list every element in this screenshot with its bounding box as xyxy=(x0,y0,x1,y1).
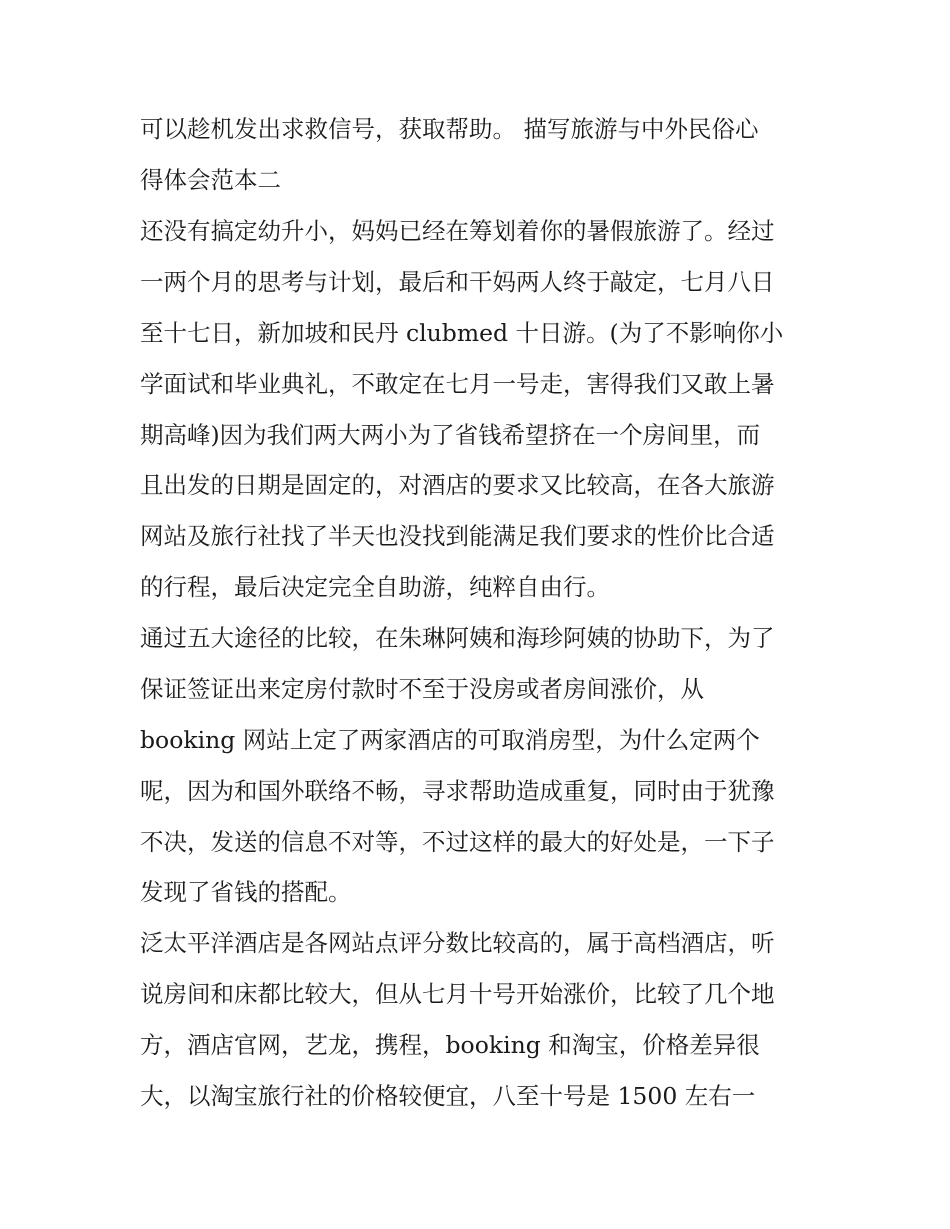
text-line: 得体会范本二 xyxy=(140,166,281,194)
text-line: 方，酒店官网，艺龙，携程，booking 和淘宝，价格差异很 xyxy=(140,1031,760,1059)
text-line: 的行程，最后决定完全自助游，纯粹自由行。 xyxy=(140,573,610,601)
text-line: 通过五大途径的比较，在朱琳阿姨和海珍阿姨的协助下，为了 xyxy=(140,624,775,652)
text-line: 不决，发送的信息不对等，不过这样的最大的好处是，一下子 xyxy=(140,828,775,856)
text-line: 一两个月的思考与计划，最后和干妈两人终于敲定，七月八日 xyxy=(140,268,775,296)
text-line: 期高峰)因为我们两大两小为了省钱希望挤在一个房间里，而 xyxy=(140,421,761,449)
text-line: 泛太平洋酒店是各网站点评分数比较高的，属于高档酒店，听 xyxy=(140,929,775,957)
text-line: 还没有搞定幼升小，妈妈已经在筹划着你的暑假旅游了。经过 xyxy=(140,217,775,245)
text-line: 保证签证出来定房付款时不至于没房或者房间涨价，从 xyxy=(140,675,704,703)
text-line: 说房间和床都比较大，但从七月十号开始涨价，比较了几个地 xyxy=(140,980,775,1008)
text-line: 可以趁机发出求救信号，获取帮助。 描写旅游与中外民俗心 xyxy=(140,115,759,143)
text-line: 网站及旅行社找了半天也没找到能满足我们要求的性价比合适 xyxy=(140,522,775,550)
text-line: 大，以淘宝旅行社的价格较便宜，八至十号是 1500 左右一 xyxy=(140,1082,756,1110)
text-line: 发现了省钱的搭配。 xyxy=(140,878,352,906)
text-line: 且出发的日期是固定的，对酒店的要求又比较高，在各大旅游 xyxy=(140,471,775,499)
text-line: 学面试和毕业典礼，不敢定在七月一号走，害得我们又敢上暑 xyxy=(140,370,775,398)
text-line: 呢，因为和国外联络不畅，寻求帮助造成重复，同时由于犹豫 xyxy=(140,777,775,805)
text-line: booking 网站上定了两家酒店的可取消房型，为什么定两个 xyxy=(140,726,760,754)
text-line: 至十七日，新加坡和民丹 clubmed 十日游。(为了不影响你小 xyxy=(140,319,784,347)
